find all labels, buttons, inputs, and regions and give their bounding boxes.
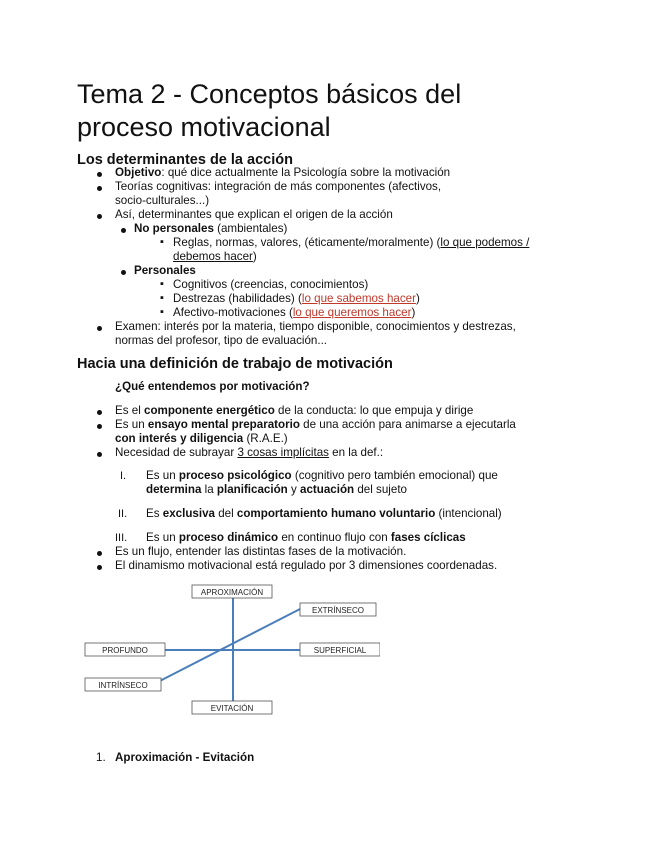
afectivo-line: Afectivo-motivaciones (lo que queremos hacer) (173, 306, 416, 319)
page-title-line1: Tema 2 - Conceptos básicos del (77, 79, 462, 109)
no-personales-line: No personales (ambientales) (134, 222, 288, 235)
box-bottom (192, 701, 272, 714)
motivation-dimensions-diagram (80, 582, 380, 722)
personales-label: Personales (134, 264, 196, 277)
box-top (192, 585, 272, 598)
bullet-dot (97, 424, 102, 429)
bullet-dot (97, 326, 102, 331)
def-bullet-2-line2: con interés y diligencia (R.A.E.) (115, 432, 288, 445)
bullet-dot (97, 410, 102, 415)
box-bottom-left (85, 678, 161, 691)
box-right (300, 643, 380, 656)
examen-line1: Examen: interés por la materia, tiempo disponible, conocimientos y destrezas, (115, 320, 516, 333)
bullet-dot (97, 551, 102, 556)
diagonal-axis (152, 608, 302, 685)
def-bullet-5: El dinamismo motivacional está regulado por 3 dimensiones coordenadas. (115, 559, 498, 572)
bullet-dot (97, 565, 102, 570)
section-heading-determinantes: Los determinantes de la acción (77, 152, 293, 168)
def-bullet-4: Es un flujo, entender las distintas fases de la motivación. (115, 545, 407, 558)
roman-item-1-line1: Es un proceso psicológico (cognitivo pero también emocional) que (146, 469, 498, 482)
teorias-line1: Teorías cognitivas: integración de más componentes (afectivos, (115, 180, 442, 193)
box-top-right (300, 603, 376, 616)
reglas-line2: debemos hacer) (173, 250, 257, 263)
destrezas-line: Destrezas (habilidades) (lo que sabemos hacer) (173, 292, 420, 305)
asi-line: Así, determinantes que explican el origen de la acción (115, 208, 393, 221)
label-superficial: SUPERFICIAL (313, 646, 367, 655)
cognitivos-line: Cognitivos (creencias, conocimientos) (173, 278, 369, 291)
examen-line2: normas del profesor, tipo de evaluación... (115, 334, 328, 347)
reglas-line1: Reglas, normas, valores, (éticamente/moralmente) (lo que podemos / (173, 236, 530, 249)
objetivo-line: Objetivo: qué dice actualmente la Psicología sobre la motivación (115, 166, 451, 179)
square-bullet: ▪ (160, 306, 164, 318)
bullet-dot (121, 228, 126, 233)
def-bullet-1: Es el componente energético de la conducta: lo que empuja y dirige (115, 404, 474, 417)
bullet-dot (97, 452, 102, 457)
label-aproximacion: APROXIMACIÓN (200, 588, 264, 597)
bullet-dot (121, 270, 126, 275)
bullet-dot (97, 214, 102, 219)
def-bullet-2-line1: Es un ensayo mental preparatorio de una acción para animarse a ejecutarla (115, 418, 516, 431)
square-bullet: ▪ (160, 278, 164, 290)
square-bullet: ▪ (160, 292, 164, 304)
roman-item-1-line2: determina la planificación y actuación del sujeto (146, 483, 407, 496)
label-intrinseco: INTRÍNSECO (98, 681, 148, 690)
label-profundo: PROFUNDO (102, 646, 148, 655)
roman-numeral-2: II. (118, 508, 128, 520)
numbered-item-number: 1. (96, 751, 106, 764)
teorias-line2: socio-culturales...) (115, 194, 210, 207)
roman-numeral-1: I. (120, 470, 127, 482)
diagram-axes (152, 596, 302, 704)
roman-numeral-3: III. (115, 532, 128, 544)
box-left (85, 643, 165, 656)
label-evitacion: EVITACIÓN (210, 704, 254, 713)
bullet-dot (97, 186, 102, 191)
def-bullet-3: Necesidad de subrayar 3 cosas implícitas en la def.: (115, 446, 384, 459)
label-extrinseco: EXTRÍNSECO (311, 606, 365, 615)
question-line: ¿Qué entendemos por motivación? (115, 380, 310, 393)
square-bullet: ▪ (160, 236, 164, 248)
numbered-item-text: Aproximación - Evitación (115, 751, 255, 764)
bullet-dot (97, 172, 102, 177)
roman-item-3: Es un proceso dinámico en continuo flujo con fases cíclicas (146, 531, 466, 544)
page-title-line2: proceso motivacional (77, 112, 331, 142)
section-heading-definicion: Hacia una definición de trabajo de motivación (77, 356, 393, 372)
roman-item-2: Es exclusiva del comportamiento humano voluntario (intencional) (146, 507, 502, 520)
